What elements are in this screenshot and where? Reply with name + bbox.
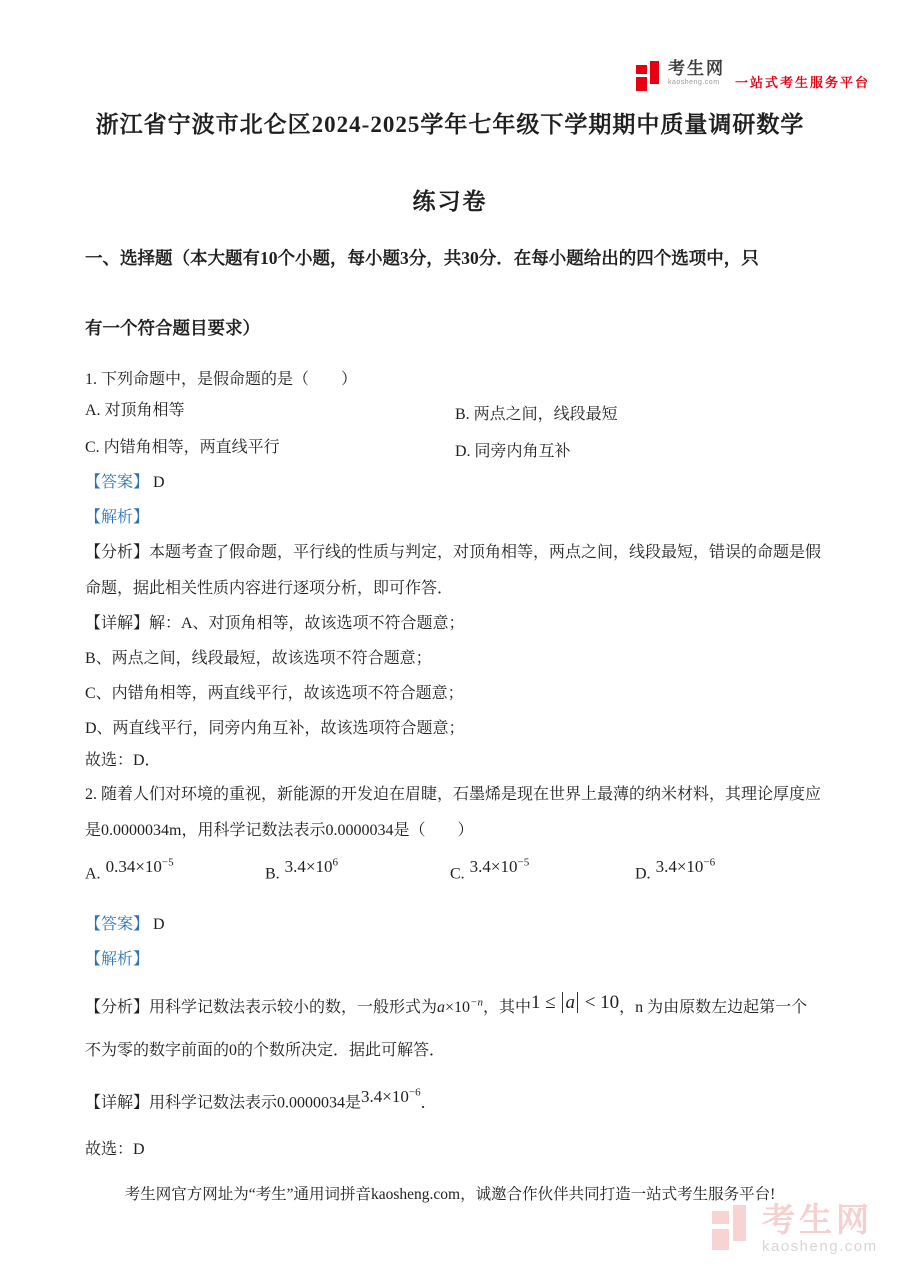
- page-title-line1: 浙江省宁波市北仑区2024-2025学年七年级下学期期中质量调研数学: [95, 112, 805, 137]
- q2-jiexi-label: 【解析】: [85, 951, 150, 968]
- q2-analysis-text1: 【分析】用科学记数法表示较小的数，一般形式为: [85, 999, 438, 1016]
- q2-inequality-abs-a: a: [562, 992, 578, 1013]
- q2-option-d-value: 3.4×10: [655, 856, 704, 876]
- q2-detail-text1: 【详解】用科学记数法表示: [85, 1094, 278, 1112]
- q2-stem-line2: 是0.0000034m，用科学记数法表示0.0000034是（ ）: [85, 822, 474, 839]
- q2-detail-number: 0.0000034: [277, 1094, 346, 1112]
- q1-analysis-line2: 命题，据此相关性质内容进行逐项分析，即可作答．: [85, 580, 454, 597]
- kaosheng-logo-icon: [636, 60, 664, 92]
- q2-option-c: [450, 856, 529, 884]
- q2-option-b-value: 3.4×10: [284, 856, 333, 876]
- q2-option-c-exponent: −5: [517, 856, 530, 868]
- q2-analysis-inequality: [531, 992, 619, 1013]
- q1-detail-line3: C、内错角相等，两直线平行，故该选项不符合题意；: [85, 685, 464, 702]
- q2-option-d-exponent: −6: [703, 856, 716, 868]
- q2-option-c-label: C.: [450, 865, 465, 883]
- q1-answer-value: D: [153, 474, 165, 491]
- q1-analysis-line1: 【分析】本题考查了假命题，平行线的性质与判定，对顶角相等，两点之间，线段最短，错误的命题是假: [85, 544, 822, 561]
- q1-detail-line4: D、两直线平行，同旁内角互补，故该选项符合题意；: [85, 720, 465, 737]
- q1-option-b: B. 两点之间，线段最短: [455, 406, 618, 423]
- watermark-brand-domain: kaosheng.com: [762, 1237, 878, 1255]
- q2-detail-line: [85, 1085, 437, 1114]
- q2-analysis-exponent-n: −n: [470, 996, 483, 1009]
- q2-detail-formula-exponent: −6: [408, 1086, 421, 1098]
- q1-detail-line1: 【详解】解：A、对顶角相等，故该选项不符合题意；: [85, 615, 465, 632]
- q1-option-d: D. 同旁内角互补: [455, 443, 571, 460]
- q2-option-a-exponent: −5: [161, 856, 174, 868]
- q2-analysis-times10: ×10: [445, 999, 471, 1016]
- q1-option-a: A. 对顶角相等: [85, 402, 185, 419]
- logo-brand-name: 考生网: [668, 59, 725, 78]
- logo-tagline: 一站式考生服务平台: [735, 75, 871, 90]
- q2-analysis-text3: ，n 为由原数左边起第一个: [619, 999, 808, 1016]
- kaosheng-logo: [636, 60, 870, 92]
- section-header-line1: 一、选择题（本大题有10个小题，每小题3分，共30分．在每小题给出的四个选项中，只: [85, 248, 759, 268]
- q2-option-b-exponent: 6: [332, 856, 339, 868]
- q1-option-c: C. 内错角相等，两直线平行: [85, 439, 280, 456]
- q1-stem: 1. 下列命题中，是假命题的是（ ）: [85, 371, 358, 388]
- q2-detail-formula: [361, 1087, 421, 1106]
- q2-inequality-left: 1 ≤: [531, 992, 561, 1013]
- page-title-line2: 练习卷: [412, 189, 488, 214]
- q2-analysis-text2: ，其中: [482, 999, 531, 1016]
- q1-jiexi-label: 【解析】: [85, 509, 150, 526]
- watermark-brand-name: 考生网: [762, 1201, 873, 1238]
- q2-option-c-value: 3.4×10: [469, 856, 518, 876]
- q2-option-d-label: D.: [635, 865, 651, 883]
- section-header-line2: 有一个符合题目要求）: [85, 318, 260, 338]
- q2-answer-line: [85, 915, 165, 936]
- q2-answer-value: D: [153, 916, 165, 933]
- q1-detail-line2: B、两点之间，线段最短，故该选项不符合题意；: [85, 650, 432, 667]
- q2-answer-label: 【答案】: [85, 916, 150, 933]
- q2-detail-period: ．: [420, 1094, 437, 1112]
- logo-brand-domain: kaosheng.com: [668, 78, 720, 86]
- q2-option-a-label: A.: [85, 865, 101, 883]
- q2-conclusion: 故选：D: [85, 1141, 145, 1158]
- q1-conclusion: 故选：D．: [85, 752, 161, 769]
- q1-answer-label: 【答案】: [85, 474, 150, 491]
- q2-option-a: [85, 856, 174, 884]
- q2-option-b: [265, 856, 338, 884]
- watermark: [712, 1203, 878, 1255]
- q2-option-d: [635, 856, 715, 884]
- q2-detail-formula-base: 3.4×10: [361, 1086, 409, 1106]
- watermark-kaosheng-icon: [712, 1203, 754, 1255]
- q2-analysis-line1: [85, 991, 807, 1019]
- q2-inequality-right: < 10: [579, 992, 620, 1013]
- q1-jiexi-line: [85, 508, 149, 529]
- q2-option-a-value: 0.34×10: [105, 856, 162, 876]
- q2-detail-text2: 是: [345, 1094, 362, 1112]
- q2-option-b-label: B.: [265, 865, 280, 883]
- q2-stem-line1: 2. 随着人们对环境的重视，新能源的开发迫在眉睫，石墨烯是现在世界上最薄的纳米材料，其理论厚度应: [85, 786, 822, 803]
- q2-jiexi-line: [85, 950, 149, 971]
- q1-answer-line: [85, 473, 165, 494]
- q2-analysis-var-a: a: [437, 999, 446, 1016]
- footer-note: 考生网官方网址为“考生”通用词拼音kaosheng.com，诚邀合作伙伴共同打造一站式考生服务平台!: [124, 1186, 776, 1203]
- q2-analysis-line2: 不为零的数字前面的0的个数所决定．据此可解答．: [85, 1042, 446, 1059]
